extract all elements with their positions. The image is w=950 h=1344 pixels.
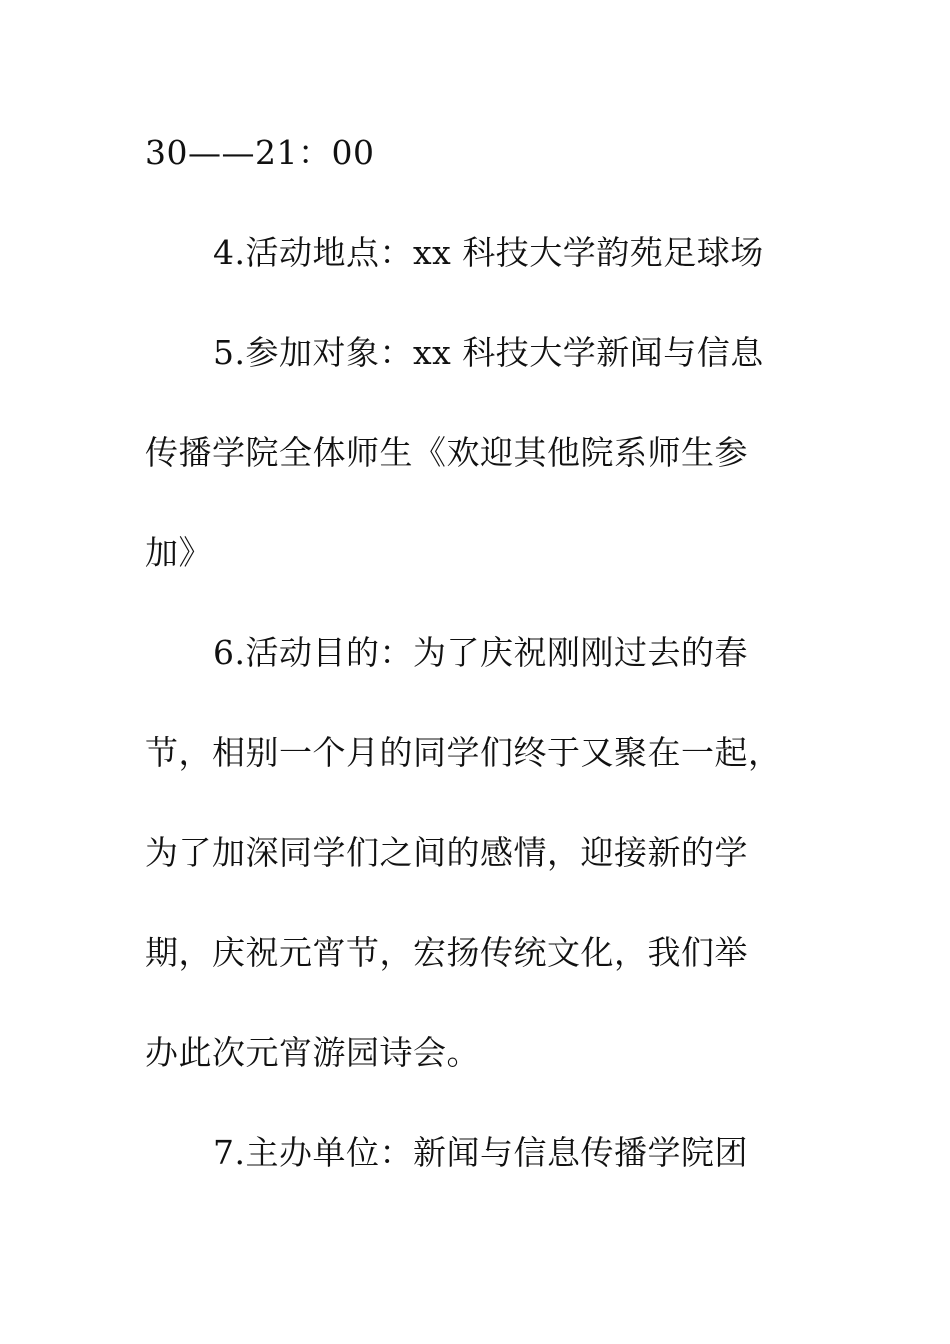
time-continuation-line: 30——21：00	[145, 133, 375, 172]
participants-line-continued: 传播学院全体师生《欢迎其他院系师生参	[145, 433, 748, 472]
activity-purpose-line-5: 办此次元宵游园诗会。	[145, 1033, 480, 1072]
activity-purpose-line-4: 期，庆祝元宵节，宏扬传统文化，我们举	[145, 933, 748, 972]
activity-purpose-line-3: 为了加深同学们之间的感情，迎接新的学	[145, 833, 748, 872]
organizer-line: 7.主办单位：新闻与信息传播学院团	[213, 1133, 748, 1172]
activity-purpose-line-2: 节，相别一个月的同学们终于又聚在一起，	[145, 733, 782, 772]
activity-location-line: 4.活动地点：xx 科技大学韵苑足球场	[213, 233, 764, 272]
participants-line-end: 加》	[145, 533, 212, 572]
activity-purpose-line: 6.活动目的：为了庆祝刚刚过去的春	[213, 633, 748, 672]
participants-line: 5.参加对象：xx 科技大学新闻与信息	[213, 333, 764, 372]
